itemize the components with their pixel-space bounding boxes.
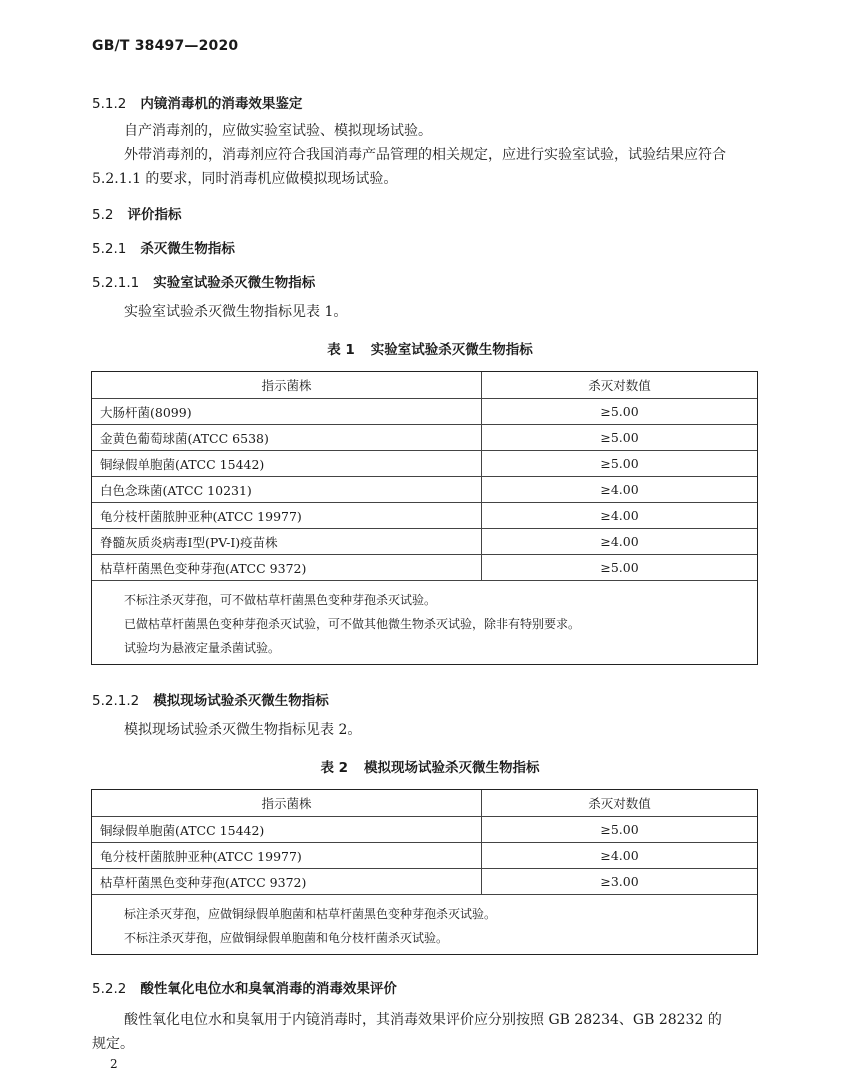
- table-row: [92, 843, 757, 869]
- value-cell: ≥4.00: [600, 848, 639, 863]
- header-cell: 指示菌株: [92, 790, 482, 816]
- value-cell: ≥4.00: [600, 482, 639, 497]
- table-row: [92, 503, 757, 529]
- table-label: 表 2: [320, 760, 349, 776]
- table-caption: [0, 756, 860, 776]
- section-heading-5-2-1-2: [92, 689, 329, 709]
- table-note: 试验均为悬液定量杀菌试验。: [124, 641, 281, 655]
- section-number: 5.2: [92, 207, 114, 223]
- table-note: 不标注杀灭芽孢，应做铜绿假单胞菌和龟分枝杆菌杀灭试验。: [124, 931, 449, 945]
- table-caption: [0, 338, 860, 358]
- section-number: 5.2.2: [92, 981, 127, 997]
- paragraph: 规定。: [92, 1036, 134, 1052]
- table-label: 表 1: [327, 342, 355, 358]
- section-title: 内镜消毒机的消毒效果鉴定: [140, 96, 303, 112]
- table-note: 不标注杀灭芽孢，可不做枯草杆菌黑色变种芽孢杀灭试验。: [124, 593, 437, 607]
- strain-cell: 龟分枝杆菌脓肿亚种(ATCC 19977): [92, 503, 482, 528]
- value-cell: ≥5.00: [600, 560, 639, 575]
- section-title: 酸性氧化电位水和臭氧消毒的消毒效果评价: [140, 981, 397, 997]
- header-cell: 指示菌株: [92, 372, 482, 398]
- section-heading-5-2-2: [92, 977, 397, 997]
- section-number: 5.1.2: [92, 96, 127, 112]
- strain-cell: 金黄色葡萄球菌(ATCC 6538): [92, 425, 482, 450]
- section-title: 杀灭微生物指标: [140, 241, 235, 257]
- table-note: 标注杀灭芽孢，应做铜绿假单胞菌和枯草杆菌黑色变种芽孢杀灭试验。: [124, 907, 497, 921]
- strain-cell: 白色念珠菌(ATCC 10231): [92, 477, 482, 502]
- table-row: [92, 425, 757, 451]
- table-row: [92, 477, 757, 503]
- section-number: 5.2.1: [92, 241, 127, 257]
- table-row: [92, 817, 757, 843]
- paragraph: 外带消毒剂的，消毒剂应符合我国消毒产品管理的相关规定，应进行实验室试验，试验结果应符合: [124, 147, 726, 163]
- table-row: [92, 869, 757, 895]
- value-cell: ≥5.00: [600, 404, 639, 419]
- standard-number: GB/T 38497—2020: [92, 38, 239, 54]
- value-cell: ≥4.00: [600, 534, 639, 549]
- header-cell: 杀灭对数值: [588, 378, 651, 393]
- table-row: [92, 451, 757, 477]
- strain-cell: 铜绿假单胞菌(ATCC 15442): [92, 451, 482, 476]
- section-title: 模拟现场试验杀灭微生物指标: [153, 693, 329, 709]
- table-notes: [92, 581, 757, 664]
- section-heading-5-2: [92, 203, 181, 223]
- table-1: [91, 371, 758, 665]
- table-title: 模拟现场试验杀灭微生物指标: [364, 760, 540, 776]
- table-row: [92, 555, 757, 581]
- header-cell: 杀灭对数值: [588, 796, 651, 811]
- section-title: 实验室试验杀灭微生物指标: [153, 275, 316, 291]
- table-header-row: [92, 790, 757, 817]
- table-note: 已做枯草杆菌黑色变种芽孢杀灭试验，可不做其他微生物杀灭试验，除非有特别要求。: [124, 617, 581, 631]
- table-2: [91, 789, 758, 955]
- table-row: [92, 399, 757, 425]
- section-number: 5.2.1.2: [92, 693, 140, 709]
- value-cell: ≥5.00: [600, 430, 639, 445]
- paragraph: 酸性氧化电位水和臭氧用于内镜消毒时，其消毒效果评价应分别按照 GB 28234、GB 28232 的: [124, 1012, 722, 1028]
- value-cell: ≥3.00: [600, 874, 639, 889]
- strain-cell: 龟分枝杆菌脓肿亚种(ATCC 19977): [92, 843, 482, 868]
- section-heading-5-1-2: [92, 92, 302, 112]
- paragraph: 模拟现场试验杀灭微生物指标见表 2。: [124, 722, 362, 738]
- section-number: 5.2.1.1: [92, 275, 140, 291]
- strain-cell: 枯草杆菌黑色变种芽孢(ATCC 9372): [92, 555, 482, 580]
- section-title: 评价指标: [127, 207, 182, 223]
- section-heading-5-2-1-1: [92, 271, 315, 291]
- paragraph: 5.2.1.1 的要求，同时消毒机应做模拟现场试验。: [92, 171, 398, 187]
- table-notes: [92, 895, 757, 954]
- page-number: 2: [110, 1057, 118, 1071]
- strain-cell: 铜绿假单胞菌(ATCC 15442): [92, 817, 482, 842]
- value-cell: ≥5.00: [600, 456, 639, 471]
- value-cell: ≥5.00: [600, 822, 639, 837]
- paragraph: 自产消毒剂的，应做实验室试验、模拟现场试验。: [124, 123, 432, 139]
- value-cell: ≥4.00: [600, 508, 639, 523]
- strain-cell: 枯草杆菌黑色变种芽孢(ATCC 9372): [92, 869, 482, 894]
- paragraph: 实验室试验杀灭微生物指标见表 1。: [124, 304, 348, 320]
- section-heading-5-2-1: [92, 237, 235, 257]
- table-row: [92, 529, 757, 555]
- strain-cell: 大肠杆菌(8099): [92, 399, 482, 424]
- strain-cell: 脊髓灰质炎病毒Ⅰ型(PV-Ⅰ)疫苗株: [92, 529, 482, 554]
- table-title: 实验室试验杀灭微生物指标: [370, 342, 533, 358]
- table-header-row: [92, 372, 757, 399]
